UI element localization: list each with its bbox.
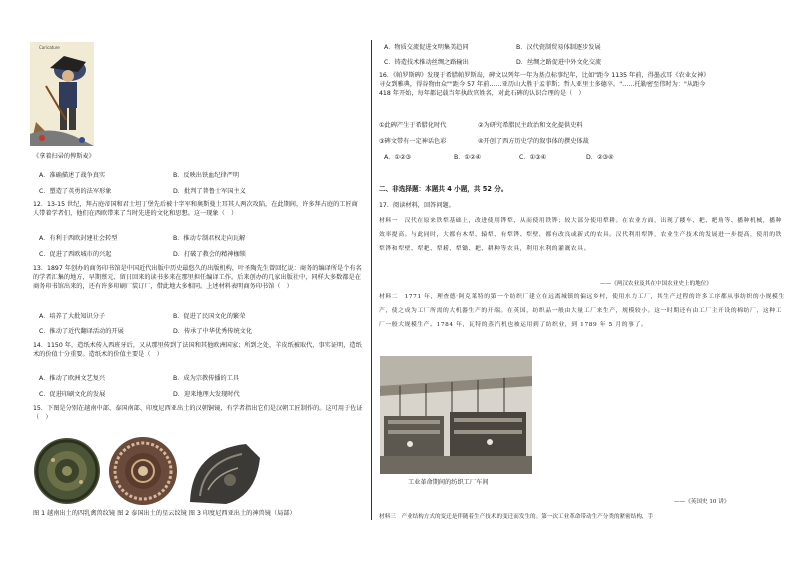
q14-text: 14．1150 年，造纸术传入西班牙后，又从那里传到了法国和其他欧洲国家；所到之处，羊皮纸被取代，事实证明，造纸术的价值十分重要。造纸术的价值主要是（ ） bbox=[33, 342, 362, 358]
q16-option-b: B．①②④ bbox=[454, 154, 482, 161]
q14-option-a: A．推动了欧洲文艺复兴 bbox=[39, 375, 106, 382]
q16-item-1: ①此碑产生于希腊化时代 bbox=[379, 122, 447, 129]
q13-option-a: A．培养了大批知识分子 bbox=[39, 313, 106, 320]
mirror-captions: 图 1 越南出土的四乳禽兽纹镜 图 2 泰国出土的星云纹镜 图 3 印度尼西亚出土的神兽镜（局部） bbox=[33, 510, 296, 517]
material-2-source: ——《英国史 10 讲》 bbox=[674, 499, 730, 505]
q16-item-4: ④开创了西方历史学的叙事体的撰史体裁 bbox=[478, 138, 589, 145]
material-3: 材料三 产业结构方式的变迁是伴随着生产技术的变迁而发生的。第一次工业革命带动生产分类的紧密结构，手 bbox=[379, 514, 654, 520]
q16-option-d: D．②③④ bbox=[586, 154, 614, 161]
q15-option-a: A．物质交流促进文明集美趋同 bbox=[384, 44, 469, 51]
q15-text: 15．下图是分别在越南中部、泰国南部、印度尼西亚出土的汉朝铜镜，有学者指出它们是汉朝工匠制作的。这可用于佐证（ ） bbox=[33, 405, 363, 421]
q14-option-d: D．迎来地理大发现时代 bbox=[173, 391, 240, 398]
q12-option-b: B．推动专制君权走向瓦解 bbox=[173, 235, 246, 242]
q17-text: 17．阅读材料，回答问题。 bbox=[379, 202, 455, 209]
factory-caption: 工业革命期间的纺织工厂车间 bbox=[408, 479, 489, 486]
q13-option-b: B．促进了民国文化的繁荣 bbox=[173, 313, 246, 320]
column-divider bbox=[371, 40, 372, 520]
q16-item-2: ②为研究希腊民主政治和文化提供史料 bbox=[478, 122, 583, 129]
q12-option-d: D．打破了教会的精神枷锁 bbox=[173, 251, 246, 258]
q15-option-d: D．丝绸之路促进中外文化交流 bbox=[516, 59, 602, 66]
material-1: 材料一 汉代在原来铁犁基础上，改进使用铧犁，从而使用铁铧；较大部分使用犁耕。在农业方面，出现了耧车、耙、耙角等、播种机械，播种效率提高。与此同时，大都有木犁、辕犁、有犁铧、犁壁，都有改良或新式的农具。汉代利用犁铧，农业生产技术的发展进一步提高，使用的铁犁铧和犁壁、犁耙、犁耢、犁锄、耙、耕种等农具，利用水利的灌溉农具。 bbox=[379, 218, 783, 252]
bronze-mirror-image-2 bbox=[107, 436, 179, 506]
material-2: 材料二 1771 年，理查德·阿克莱特的第一个纺织厂建立在远离城镇的偏远乡村，使用水力工厂，其生产过程的许多工序都从事纺织的小规模生产，使之成为工厂所需的大机器生产的开端。在英国，纺织品一般由大量工厂来生产，规模较小。这一时期还有由工厂主开设的棉纺厂，这种工厂一般大规模生产。1784 年，瓦特的蒸汽机也被运用到了纺织业，到 1789 年 5 月的事了。 bbox=[379, 294, 785, 328]
q13-option-d: D．传承了中华优秀传统文化 bbox=[173, 328, 253, 335]
cartoon-tag: Caricature bbox=[39, 45, 60, 50]
q16-text: 16．《帕罗斯碑》发现于希腊帕罗斯岛，碑文以列年一年为基点标事纪年，比如"距今 1135 年前，得墨忒耳《农业女神》寻女到雅典，得谷物由众""距今 57 年前……亚历山大胜于孟菲斯；哲人亚里士多德卒。"……托勒密至伟时为："从距今 418 年开始，每年都记载当年执政官姓名，对此石碑的认识合理的是（ ） bbox=[379, 72, 710, 97]
q12-option-c: C．促进了西欧城市的兴起 bbox=[39, 251, 112, 258]
bismarck-cartoon-image bbox=[30, 42, 94, 146]
q13-option-c: C．推动了近代翻译活动的开展 bbox=[39, 328, 124, 335]
q16-item-3: ③碑文带有一定神话色彩 bbox=[379, 138, 447, 145]
q16-option-c: C．①③④ bbox=[519, 154, 547, 161]
section-title: 二、非选择题：本题共 4 小题，共 52 分。 bbox=[379, 185, 508, 193]
q15-option-b: B．汉代瓷制贸易体制逐步发展 bbox=[516, 44, 601, 51]
q11-option-a: A．准确描述了战争真实 bbox=[39, 172, 106, 179]
q15-option-c: C．铸造技术推动丝绸之路输出 bbox=[384, 59, 469, 66]
q11-option-d: D．批判了普鲁士军国主义 bbox=[173, 188, 246, 195]
q12-text: 12．13-15 世纪，拜占庭帝国和君士坦丁堡先后被十字军和奥斯曼土耳其人两次攻陷，在此期间，许多拜占庭的工匠商人带着学者们，他们在西欧带来了当时先进的文化和思想。这一现象（ ） bbox=[33, 201, 358, 217]
q11-option-b: B．反映出铁血纪律严明 bbox=[173, 172, 240, 179]
q13-text: 13．1897 年创办的商务印书馆是中国近代出版中历史最悠久的出版机构，叶圣陶先生曾回忆说：商务的编译所是个有名的学者汇集的地方，早期蔡元、留日回来的读书多来在那里担任编译工作。后来创办的几家出版社中，同样大多数都是在商务印书馆出来的，还有许多印刷厂装订厂，借此地大多相同。上述材料表明商务印书馆（ ） bbox=[33, 265, 362, 290]
cartoon-caption: 《拿着扫帚的俾斯麦》 bbox=[33, 153, 95, 160]
material-1-source: ——《两汉农业及其在中国农业史上的地位》 bbox=[600, 281, 712, 287]
factory-engraving-image bbox=[380, 356, 532, 474]
q14-option-c: C．促进印刷文化的发展 bbox=[39, 391, 106, 398]
q16-option-a: A．①②③ bbox=[384, 154, 412, 161]
bronze-mirror-image-1 bbox=[33, 436, 101, 506]
q14-option-b: B．成为宗教传播的工具 bbox=[173, 375, 240, 382]
bronze-mirror-image-3 bbox=[186, 440, 264, 506]
q12-option-a: A．有利于西欧封建社会转型 bbox=[39, 235, 118, 242]
q11-option-c: C．塑造了英勇的法军形象 bbox=[39, 188, 112, 195]
